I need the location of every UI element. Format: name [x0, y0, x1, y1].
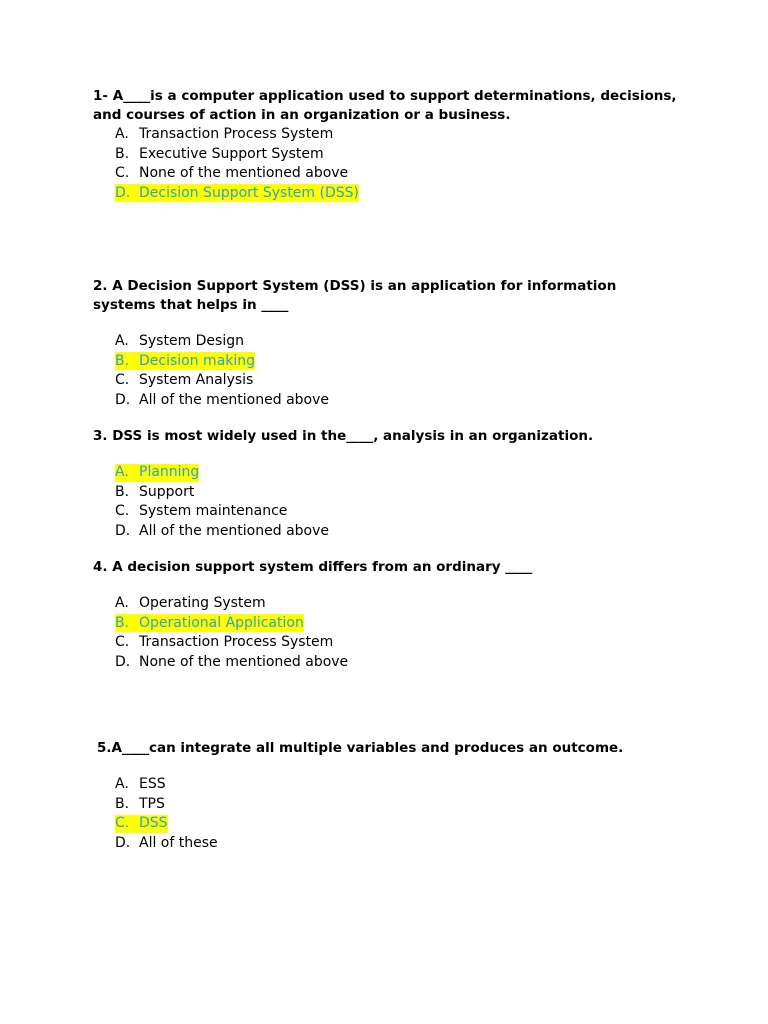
question-text: 2. A Decision Support System (DSS) is an application for information systems that helps in ____: [93, 278, 617, 313]
answer-highlight: [115, 815, 168, 833]
option-letter: A.: [115, 776, 129, 792]
option-text: Transaction Process System: [139, 126, 334, 142]
option-letter: D.: [115, 184, 131, 201]
answer-highlight: [115, 464, 199, 482]
option-text: All of these: [139, 834, 218, 851]
option-c: [115, 164, 683, 184]
option-letter: C.: [115, 372, 130, 388]
option-letter: D.: [115, 522, 131, 539]
option-text: All of the mentioned above: [139, 522, 329, 539]
option-letter: C.: [115, 503, 130, 519]
option-text: System maintenance: [139, 503, 288, 519]
option-text: None of the mentioned above: [139, 653, 349, 670]
option-b: [115, 795, 687, 815]
option-letter: C.: [115, 634, 130, 650]
option-letter: C.: [115, 165, 130, 181]
option-text: TPS: [139, 795, 165, 812]
option-c: [115, 502, 683, 522]
option-d-correct: [115, 184, 683, 204]
option-text: Support: [139, 483, 195, 500]
question-text: 1- A____is a computer application used to support determinations, decisions, and courses of action in an organization or a business.: [93, 88, 677, 123]
option-c: [115, 371, 683, 391]
option-letter: D.: [115, 834, 131, 851]
answer-highlight: [115, 614, 304, 632]
option-b: [115, 483, 683, 503]
question-text: 3. DSS is most widely used in the____, analysis in an organization.: [93, 428, 594, 444]
options-list: [93, 594, 683, 672]
option-d: [115, 391, 683, 411]
option-a: [115, 594, 683, 614]
question-4: [93, 558, 683, 672]
option-letter: B.: [115, 483, 130, 500]
question-3: [93, 427, 683, 541]
question-text: 4. A decision support system differs from an ordinary ____: [93, 559, 533, 575]
option-text: Executive Support System: [139, 145, 324, 162]
option-d: [115, 522, 683, 542]
option-text: Decision Support System (DSS): [139, 184, 359, 201]
option-letter: A.: [115, 595, 129, 611]
options-list: [93, 332, 683, 410]
option-text: Operational Application: [139, 614, 304, 631]
option-letter: A.: [115, 464, 129, 480]
option-d: [115, 834, 687, 854]
option-text: System Analysis: [139, 372, 254, 388]
option-letter: B.: [115, 145, 130, 162]
option-letter: B.: [115, 795, 130, 812]
option-letter: B.: [115, 352, 130, 369]
option-letter: C.: [115, 815, 130, 831]
option-text: Operating System: [139, 595, 266, 611]
option-text: Planning: [139, 464, 200, 480]
option-a: [115, 332, 683, 352]
option-a: [115, 775, 687, 795]
answer-highlight: [115, 184, 359, 202]
question-5: [97, 739, 687, 853]
option-c: [115, 633, 683, 653]
question-2: [93, 277, 683, 410]
option-letter: A.: [115, 126, 129, 142]
question-1: [93, 87, 683, 203]
option-d: [115, 653, 683, 673]
option-text: ESS: [139, 776, 166, 792]
option-letter: D.: [115, 391, 131, 408]
option-text: All of the mentioned above: [139, 391, 329, 408]
option-c-correct: [115, 814, 687, 834]
option-text: System Design: [139, 333, 244, 349]
options-list: [93, 125, 683, 203]
option-letter: B.: [115, 614, 130, 631]
question-text: 5.A____can integrate all multiple variables and produces an outcome.: [97, 740, 624, 756]
options-list: [97, 775, 687, 853]
option-a: [115, 125, 683, 145]
option-b-correct: [115, 614, 683, 634]
answer-highlight: [115, 352, 255, 370]
option-b: [115, 145, 683, 165]
option-b-correct: [115, 352, 683, 372]
option-letter: D.: [115, 653, 131, 670]
option-a-correct: [115, 463, 683, 483]
options-list: [93, 463, 683, 541]
option-letter: A.: [115, 333, 129, 349]
option-text: DSS: [139, 815, 168, 831]
option-text: Transaction Process System: [139, 634, 334, 650]
option-text: None of the mentioned above: [139, 165, 349, 181]
option-text: Decision making: [139, 352, 256, 369]
